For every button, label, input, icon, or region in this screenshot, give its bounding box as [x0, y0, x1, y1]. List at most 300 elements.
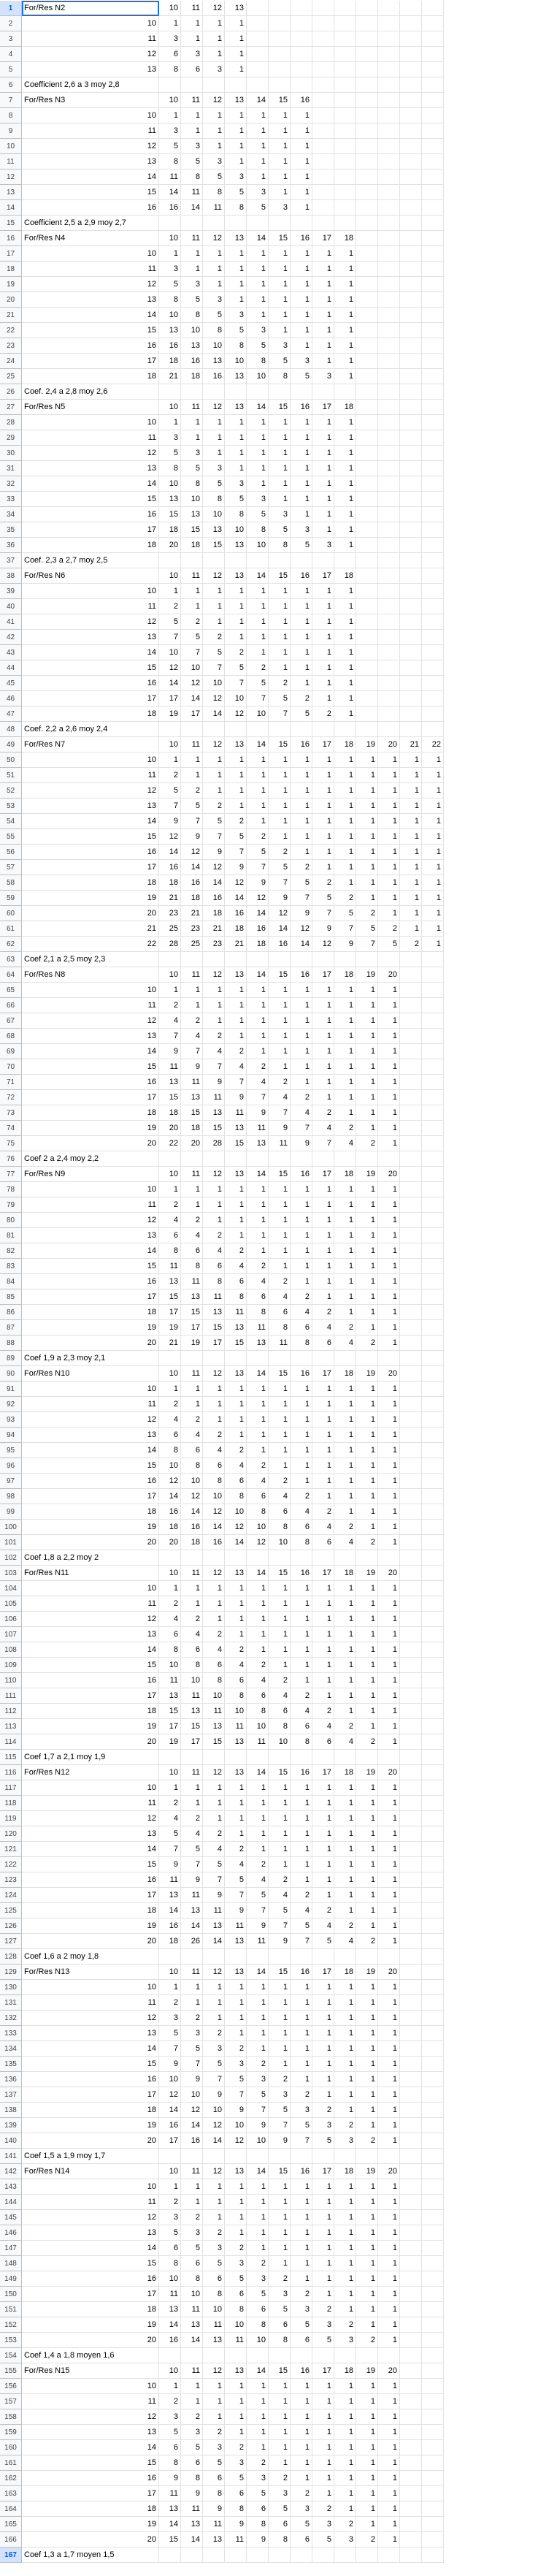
grid-cell[interactable] — [400, 2118, 422, 2133]
grid-cell[interactable]: 1 — [291, 1980, 312, 1995]
grid-cell[interactable]: 1 — [334, 1980, 356, 1995]
grid-cell[interactable]: 1 — [181, 1796, 203, 1811]
grid-cell[interactable] — [356, 2548, 378, 2563]
grid-cell[interactable]: 17 — [22, 1688, 159, 1704]
grid-cell[interactable]: 10 — [247, 706, 269, 722]
grid-cell[interactable]: 12 — [225, 706, 247, 722]
grid-cell[interactable]: 5 — [203, 2256, 225, 2271]
grid-cell[interactable]: 1 — [225, 630, 247, 645]
grid-cell[interactable]: 8 — [159, 1443, 181, 1458]
grid-cell[interactable]: 1 — [312, 845, 334, 860]
grid-cell[interactable]: 13 — [159, 1688, 181, 1704]
grid-cell[interactable]: 1 — [334, 676, 356, 691]
grid-cell[interactable]: 1 — [334, 1658, 356, 1673]
grid-cell[interactable]: 1 — [225, 123, 247, 139]
grid-cell[interactable]: 1 — [356, 1842, 378, 1857]
grid-cell[interactable]: 1 — [422, 845, 444, 860]
grid-cell[interactable]: 8 — [159, 2256, 181, 2271]
row-header[interactable]: 133 — [0, 2026, 22, 2041]
grid-cell[interactable] — [400, 246, 422, 262]
grid-cell[interactable] — [400, 507, 422, 522]
grid-cell[interactable]: 1 — [334, 522, 356, 538]
grid-cell[interactable] — [422, 1658, 444, 1673]
grid-cell[interactable]: 3 — [181, 2026, 203, 2041]
grid-cell[interactable]: 1 — [356, 2057, 378, 2072]
grid-cell[interactable]: 21 — [159, 1335, 181, 1351]
grid-cell[interactable]: 1 — [159, 108, 181, 123]
grid-cell[interactable]: 20 — [378, 2363, 400, 2379]
grid-cell[interactable]: 9 — [225, 860, 247, 875]
grid-cell[interactable]: 1 — [269, 614, 291, 630]
grid-cell[interactable]: 7 — [225, 676, 247, 691]
grid-cell[interactable]: 1 — [334, 1059, 356, 1075]
grid-cell[interactable]: 2 — [203, 1627, 225, 1642]
grid-cell[interactable]: 6 — [225, 2287, 247, 2302]
grid-cell[interactable]: 1 — [356, 1382, 378, 1397]
grid-cell[interactable]: 1 — [356, 2440, 378, 2455]
grid-cell[interactable]: 8 — [203, 1673, 225, 1688]
grid-cell[interactable]: 3 — [312, 538, 334, 553]
grid-cell[interactable]: 16 — [159, 1918, 181, 1934]
grid-cell[interactable]: 11 — [22, 768, 159, 783]
row-header[interactable]: 135 — [0, 2057, 22, 2072]
grid-cell[interactable]: 1 — [225, 983, 247, 998]
grid-cell[interactable]: 3 — [225, 169, 247, 185]
grid-cell[interactable]: 2 — [356, 2532, 378, 2548]
grid-cell[interactable]: 19 — [356, 1765, 378, 1780]
grid-cell[interactable]: 1 — [356, 1642, 378, 1658]
grid-cell[interactable]: 1 — [247, 814, 269, 829]
grid-cell[interactable]: 10 — [159, 1458, 181, 1474]
grid-cell[interactable] — [400, 1566, 422, 1581]
grid-cell[interactable]: 1 — [291, 660, 312, 676]
grid-cell[interactable]: 1 — [291, 1872, 312, 1888]
grid-cell[interactable] — [422, 1980, 444, 1995]
grid-cell[interactable]: 13 — [247, 1335, 269, 1351]
grid-cell[interactable]: 13 — [22, 292, 159, 308]
grid-cell[interactable]: 3 — [225, 476, 247, 492]
grid-cell[interactable]: 18 — [159, 875, 181, 891]
grid-cell[interactable] — [312, 200, 334, 216]
grid-cell[interactable] — [400, 2225, 422, 2241]
grid-cell[interactable]: 15 — [181, 1305, 203, 1320]
grid-cell[interactable]: 18 — [22, 2103, 159, 2118]
grid-cell[interactable]: 1 — [378, 2455, 400, 2471]
grid-cell[interactable]: 7 — [203, 829, 225, 845]
grid-cell[interactable]: 1 — [312, 1259, 334, 1274]
grid-cell[interactable]: 1 — [378, 1612, 400, 1627]
grid-cell[interactable]: 3 — [269, 2087, 291, 2103]
grid-cell[interactable]: 14 — [247, 2363, 269, 2379]
grid-cell[interactable]: 1 — [247, 1596, 269, 1612]
grid-cell[interactable] — [422, 2548, 444, 2563]
grid-cell[interactable] — [422, 691, 444, 706]
grid-cell[interactable]: 1 — [378, 845, 400, 860]
grid-cell[interactable] — [356, 169, 378, 185]
grid-cell[interactable]: 12 — [203, 93, 225, 108]
grid-cell[interactable] — [356, 185, 378, 200]
grid-cell[interactable]: 1 — [378, 2179, 400, 2195]
grid-cell[interactable] — [400, 2256, 422, 2271]
grid-cell[interactable] — [400, 1397, 422, 1412]
grid-cell[interactable]: 14 — [22, 1642, 159, 1658]
grid-cell[interactable]: 16 — [159, 860, 181, 875]
grid-cell[interactable]: 1 — [225, 108, 247, 123]
grid-cell[interactable]: 8 — [159, 154, 181, 169]
grid-cell[interactable]: 6 — [181, 1243, 203, 1259]
row-header[interactable]: 99 — [0, 1504, 22, 1520]
grid-cell[interactable] — [378, 246, 400, 262]
grid-cell[interactable]: 1 — [334, 768, 356, 783]
grid-cell[interactable] — [400, 1796, 422, 1811]
grid-cell[interactable] — [422, 1688, 444, 1704]
grid-cell[interactable]: 1 — [312, 1612, 334, 1627]
grid-cell[interactable] — [400, 538, 422, 553]
grid-cell[interactable]: 8 — [159, 1243, 181, 1259]
grid-cell[interactable] — [422, 2072, 444, 2087]
grid-cell[interactable]: 10 — [159, 2363, 181, 2379]
grid-cell[interactable]: 1 — [247, 983, 269, 998]
grid-cell[interactable] — [334, 154, 356, 169]
grid-cell[interactable]: 3 — [225, 2256, 247, 2271]
row-header[interactable]: 67 — [0, 1013, 22, 1029]
grid-cell[interactable]: 1 — [334, 1688, 356, 1704]
grid-cell[interactable] — [269, 1, 291, 16]
grid-cell[interactable]: 14 — [225, 891, 247, 906]
grid-cell[interactable]: 1 — [334, 845, 356, 860]
grid-cell[interactable]: 8 — [291, 1335, 312, 1351]
grid-cell[interactable]: 15 — [159, 1289, 181, 1305]
grid-cell[interactable]: 1 — [334, 1995, 356, 2011]
grid-cell[interactable]: 13 — [181, 1903, 203, 1918]
grid-cell[interactable]: 1 — [334, 630, 356, 645]
grid-cell[interactable] — [400, 2103, 422, 2118]
grid-cell[interactable] — [334, 216, 356, 231]
grid-cell[interactable]: 1 — [269, 645, 291, 660]
grid-cell[interactable]: 13 — [22, 62, 159, 77]
grid-cell[interactable]: 14 — [159, 1489, 181, 1504]
grid-cell[interactable]: 1 — [291, 2440, 312, 2455]
grid-cell[interactable]: 1 — [225, 614, 247, 630]
grid-cell[interactable] — [422, 1059, 444, 1075]
grid-cell[interactable]: 1 — [356, 1811, 378, 1826]
grid-cell[interactable]: 1 — [334, 783, 356, 799]
grid-cell[interactable] — [378, 108, 400, 123]
grid-cell[interactable]: 7 — [269, 706, 291, 722]
grid-cell[interactable]: 1 — [247, 2026, 269, 2041]
grid-cell[interactable]: 3 — [247, 2072, 269, 2087]
grid-cell[interactable]: 11 — [181, 1366, 203, 1382]
grid-cell[interactable] — [422, 77, 444, 93]
grid-cell[interactable] — [247, 47, 269, 62]
grid-cell[interactable]: 3 — [312, 2517, 334, 2532]
grid-cell[interactable]: 1 — [378, 2271, 400, 2287]
grid-cell[interactable]: 1 — [312, 1059, 334, 1075]
grid-cell[interactable]: 18 — [22, 1105, 159, 1121]
row-header[interactable]: 152 — [0, 2317, 22, 2333]
grid-cell[interactable]: 1 — [312, 1197, 334, 1213]
grid-cell[interactable]: 1 — [356, 1259, 378, 1274]
grid-cell[interactable]: 1 — [334, 2287, 356, 2302]
grid-cell[interactable] — [378, 400, 400, 415]
grid-cell[interactable]: 1 — [269, 2057, 291, 2072]
grid-cell[interactable] — [400, 2471, 422, 2486]
grid-cell[interactable] — [422, 722, 444, 737]
grid-cell[interactable]: 1 — [334, 1780, 356, 1796]
grid-cell[interactable] — [225, 1949, 247, 1965]
grid-cell[interactable] — [400, 2425, 422, 2440]
row-header[interactable]: 54 — [0, 814, 22, 829]
grid-cell[interactable]: 18 — [22, 1305, 159, 1320]
grid-cell[interactable]: 1 — [312, 277, 334, 292]
grid-cell[interactable]: 11 — [203, 200, 225, 216]
grid-cell[interactable]: 4 — [159, 1013, 181, 1029]
grid-cell[interactable]: 9 — [159, 814, 181, 829]
row-header[interactable]: 31 — [0, 461, 22, 476]
grid-cell[interactable]: 10 — [269, 1535, 291, 1550]
row-header[interactable]: 129 — [0, 1965, 22, 1980]
row-header[interactable]: 120 — [0, 1826, 22, 1842]
grid-cell[interactable]: 18 — [334, 2164, 356, 2179]
grid-cell[interactable] — [400, 1965, 422, 1980]
grid-cell[interactable] — [203, 2348, 225, 2363]
grid-cell[interactable]: 12 — [159, 829, 181, 845]
grid-cell[interactable]: 2 — [225, 645, 247, 660]
grid-cell[interactable]: 13 — [22, 1228, 159, 1243]
grid-cell[interactable]: 17 — [312, 1566, 334, 1581]
grid-cell[interactable]: 1 — [291, 2241, 312, 2256]
grid-cell[interactable]: 1 — [334, 1627, 356, 1642]
row-header[interactable]: 20 — [0, 292, 22, 308]
grid-cell[interactable]: 1 — [291, 2455, 312, 2471]
grid-cell[interactable] — [422, 123, 444, 139]
grid-cell[interactable]: 1 — [312, 2394, 334, 2409]
grid-cell[interactable]: 1 — [291, 507, 312, 522]
grid-cell[interactable]: 10 — [225, 354, 247, 369]
grid-cell[interactable]: 1 — [356, 1520, 378, 1535]
grid-cell[interactable]: 14 — [247, 1167, 269, 1182]
grid-cell[interactable] — [312, 553, 334, 568]
grid-cell[interactable]: 1 — [203, 1197, 225, 1213]
row-header[interactable]: 132 — [0, 2011, 22, 2026]
row-header[interactable]: 163 — [0, 2486, 22, 2501]
grid-cell[interactable]: 12 — [247, 891, 269, 906]
grid-cell[interactable]: 14 — [22, 169, 159, 185]
grid-cell[interactable]: 1 — [422, 906, 444, 921]
grid-cell[interactable] — [225, 952, 247, 967]
grid-cell[interactable]: 1 — [312, 446, 334, 461]
grid-cell[interactable]: 6 — [269, 1504, 291, 1520]
grid-cell[interactable]: 15 — [269, 568, 291, 584]
grid-cell[interactable]: 1 — [247, 1842, 269, 1857]
grid-cell[interactable]: 5 — [312, 1934, 334, 1949]
grid-cell[interactable]: 6 — [159, 1228, 181, 1243]
grid-cell[interactable]: 10 — [159, 1, 181, 16]
grid-cell[interactable]: 1 — [291, 2379, 312, 2394]
grid-cell[interactable]: 1 — [334, 1857, 356, 1872]
grid-cell[interactable]: 1 — [269, 430, 291, 446]
grid-cell[interactable] — [422, 1750, 444, 1765]
grid-cell[interactable]: 6 — [181, 62, 203, 77]
grid-cell[interactable]: 1 — [356, 2394, 378, 2409]
grid-cell[interactable]: 13 — [225, 369, 247, 384]
grid-cell[interactable]: 1 — [225, 47, 247, 62]
grid-cell[interactable]: 1 — [400, 783, 422, 799]
grid-cell[interactable]: 11 — [181, 1566, 203, 1581]
grid-cell[interactable]: 1 — [378, 1044, 400, 1059]
row-header[interactable]: 142 — [0, 2164, 22, 2179]
grid-cell[interactable]: 5 — [181, 799, 203, 814]
grid-cell[interactable] — [291, 216, 312, 231]
row-header[interactable]: 3 — [0, 31, 22, 47]
grid-cell[interactable]: 19 — [159, 1320, 181, 1335]
grid-cell[interactable]: 1 — [312, 614, 334, 630]
grid-cell[interactable]: 17 — [22, 522, 159, 538]
row-header[interactable]: 57 — [0, 860, 22, 875]
grid-cell[interactable]: 1 — [181, 2379, 203, 2394]
grid-cell[interactable]: 1 — [312, 292, 334, 308]
grid-cell[interactable]: 1 — [312, 354, 334, 369]
grid-cell[interactable]: 2 — [269, 1673, 291, 1688]
grid-cell[interactable]: 1 — [225, 1397, 247, 1412]
grid-cell[interactable]: 1 — [247, 2440, 269, 2455]
grid-cell[interactable] — [400, 2149, 422, 2164]
grid-cell[interactable] — [400, 93, 422, 108]
grid-cell[interactable]: 1 — [334, 1826, 356, 1842]
grid-cell[interactable]: 22 — [22, 937, 159, 952]
grid-cell[interactable]: 20 — [378, 1765, 400, 1780]
grid-cell[interactable]: 1 — [356, 2210, 378, 2225]
grid-cell[interactable] — [291, 1351, 312, 1366]
grid-cell[interactable]: 12 — [22, 47, 159, 62]
grid-cell[interactable]: 8 — [247, 1504, 269, 1520]
row-header[interactable]: 114 — [0, 1734, 22, 1750]
grid-cell[interactable]: 1 — [225, 2425, 247, 2440]
grid-cell[interactable]: 1 — [378, 2241, 400, 2256]
grid-cell[interactable]: 11 — [181, 737, 203, 752]
grid-cell[interactable]: 3 — [181, 446, 203, 461]
grid-cell[interactable]: 20 — [22, 2532, 159, 2548]
row-header[interactable]: 56 — [0, 845, 22, 860]
grid-cell[interactable]: 1 — [378, 2210, 400, 2225]
grid-cell[interactable] — [356, 139, 378, 154]
grid-cell[interactable]: 1 — [312, 1995, 334, 2011]
grid-cell[interactable]: 2 — [203, 1826, 225, 1842]
grid-cell[interactable]: 8 — [247, 522, 269, 538]
row-header[interactable]: 65 — [0, 983, 22, 998]
grid-cell[interactable]: 1 — [356, 2256, 378, 2271]
grid-cell[interactable]: 19 — [22, 1121, 159, 1136]
grid-cell[interactable] — [400, 1504, 422, 1520]
grid-cell[interactable] — [291, 553, 312, 568]
grid-cell[interactable]: 1 — [356, 2241, 378, 2256]
row-header[interactable]: 116 — [0, 1765, 22, 1780]
row-header[interactable]: 131 — [0, 1995, 22, 2011]
grid-cell[interactable] — [422, 1197, 444, 1213]
grid-cell[interactable]: 4 — [334, 1535, 356, 1550]
grid-cell[interactable]: 8 — [225, 2302, 247, 2317]
grid-cell[interactable] — [378, 200, 400, 216]
grid-cell[interactable]: 1 — [247, 169, 269, 185]
grid-cell[interactable]: 14 — [181, 2333, 203, 2348]
row-header[interactable]: 39 — [0, 584, 22, 599]
grid-cell[interactable]: 1 — [203, 1612, 225, 1627]
grid-cell[interactable]: 9 — [159, 2057, 181, 2072]
grid-cell[interactable]: 17 — [22, 691, 159, 706]
grid-cell[interactable]: 1 — [312, 1382, 334, 1397]
grid-cell[interactable] — [422, 108, 444, 123]
grid-cell[interactable] — [269, 2548, 291, 2563]
grid-cell[interactable]: 1 — [334, 614, 356, 630]
grid-cell[interactable]: 19 — [22, 2118, 159, 2133]
grid-cell[interactable]: 16 — [291, 737, 312, 752]
grid-cell[interactable] — [400, 1, 422, 16]
grid-cell[interactable]: 1 — [225, 2011, 247, 2026]
grid-cell[interactable]: 2 — [159, 1995, 181, 2011]
grid-cell[interactable]: 5 — [225, 660, 247, 676]
grid-cell[interactable]: 1 — [203, 1013, 225, 1029]
grid-cell[interactable]: 1 — [269, 1428, 291, 1443]
grid-cell[interactable]: 1 — [334, 1842, 356, 1857]
grid-cell[interactable]: 1 — [247, 123, 269, 139]
grid-cell[interactable]: 3 — [334, 2532, 356, 2548]
grid-cell[interactable] — [400, 1182, 422, 1197]
grid-cell[interactable]: 18 — [334, 568, 356, 584]
grid-cell[interactable]: 1 — [203, 2179, 225, 2195]
grid-cell[interactable] — [378, 154, 400, 169]
grid-cell[interactable]: 1 — [203, 1796, 225, 1811]
grid-cell[interactable]: 14 — [159, 185, 181, 200]
grid-cell[interactable] — [422, 706, 444, 722]
grid-cell[interactable] — [400, 1642, 422, 1658]
grid-cell[interactable] — [159, 2149, 181, 2164]
grid-cell[interactable]: 6 — [159, 47, 181, 62]
grid-cell[interactable]: 16 — [22, 507, 159, 522]
grid-cell[interactable]: 6 — [247, 1289, 269, 1305]
grid-cell[interactable]: 13 — [203, 1918, 225, 1934]
grid-cell[interactable] — [422, 308, 444, 323]
grid-cell[interactable] — [334, 1, 356, 16]
grid-cell[interactable]: 1 — [269, 1627, 291, 1642]
grid-cell[interactable]: 1 — [356, 752, 378, 768]
grid-cell[interactable]: 8 — [291, 1535, 312, 1550]
grid-cell[interactable] — [378, 2149, 400, 2164]
grid-cell[interactable]: 1 — [203, 277, 225, 292]
grid-cell[interactable] — [378, 614, 400, 630]
grid-cell[interactable]: 1 — [334, 1013, 356, 1029]
grid-cell[interactable]: 6 — [269, 2317, 291, 2333]
grid-cell[interactable] — [400, 1581, 422, 1596]
row-header[interactable]: 25 — [0, 369, 22, 384]
grid-cell[interactable] — [159, 1750, 181, 1765]
grid-cell[interactable]: 7 — [181, 814, 203, 829]
grid-cell[interactable]: 4 — [291, 1504, 312, 1520]
grid-cell[interactable]: 15 — [22, 2057, 159, 2072]
grid-cell[interactable] — [203, 952, 225, 967]
grid-cell[interactable] — [378, 338, 400, 354]
grid-cell[interactable]: 9 — [247, 2532, 269, 2548]
grid-cell[interactable]: 20 — [159, 538, 181, 553]
grid-cell[interactable]: 13 — [225, 1934, 247, 1949]
grid-cell[interactable]: 1 — [334, 2425, 356, 2440]
grid-cell[interactable]: 1 — [378, 783, 400, 799]
grid-cell[interactable] — [181, 722, 203, 737]
grid-cell[interactable]: 1 — [378, 1734, 400, 1750]
grid-cell[interactable] — [400, 2133, 422, 2149]
grid-cell[interactable]: 15 — [22, 1259, 159, 1274]
grid-cell[interactable]: 21 — [159, 891, 181, 906]
grid-cell[interactable]: 1 — [269, 599, 291, 614]
